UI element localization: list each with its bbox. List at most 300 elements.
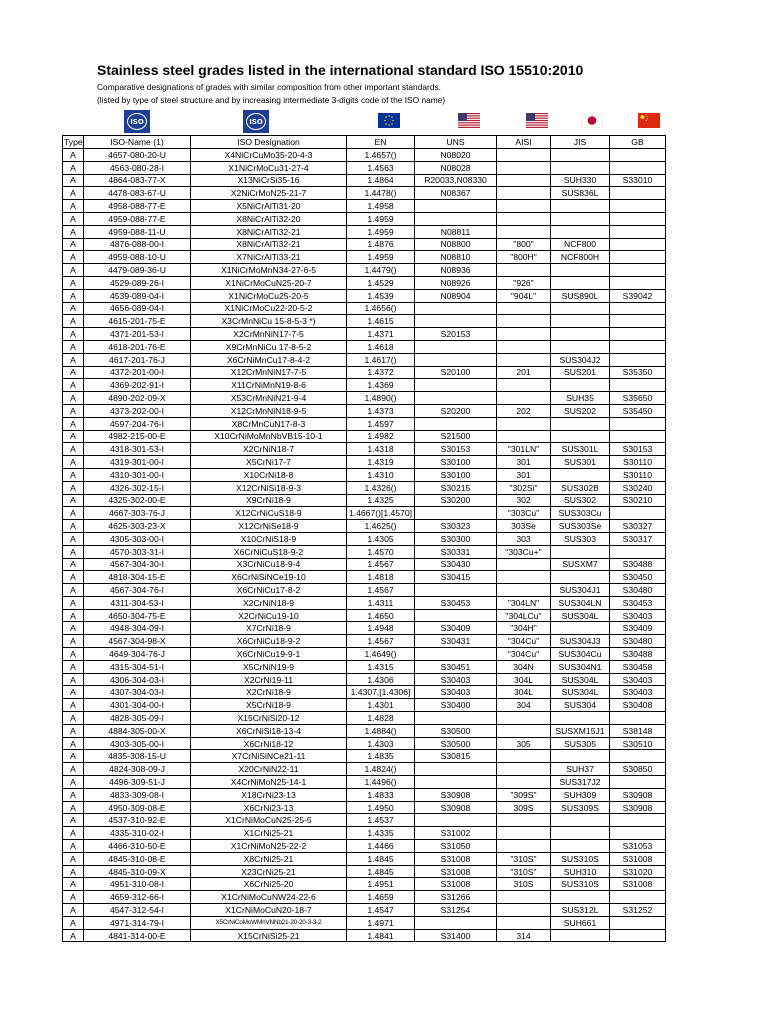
table-cell: SUS312L xyxy=(551,904,610,917)
table-cell xyxy=(497,430,551,443)
table-cell: S31008 xyxy=(610,878,666,891)
table-row xyxy=(63,289,666,302)
table-cell: 1.4841 xyxy=(347,929,415,942)
table-cell: A xyxy=(63,315,84,328)
table-cell xyxy=(497,916,551,929)
table-cell: S30415 xyxy=(415,571,497,584)
table-cell: SUH330 xyxy=(551,174,610,187)
table-cell: S30400 xyxy=(415,699,497,712)
table-cell: A xyxy=(63,174,84,187)
table-cell xyxy=(497,584,551,597)
table-cell: 4303-305-00-I xyxy=(84,737,191,750)
table-cell: 4529-089-26-I xyxy=(84,276,191,289)
table-cell: 1.4539 xyxy=(347,289,415,302)
table-cell: 1.4466 xyxy=(347,840,415,853)
table-cell xyxy=(610,264,666,277)
column-header: ISO Designation xyxy=(191,136,347,149)
table-cell xyxy=(415,200,497,213)
table-cell: S30403 xyxy=(610,686,666,699)
table-cell: S31053 xyxy=(610,840,666,853)
table-cell: 4570-303-31-I xyxy=(84,545,191,558)
table-row xyxy=(63,904,666,917)
table-cell: X5CrNi18-9 xyxy=(191,699,347,712)
table-row xyxy=(63,251,666,264)
table-cell: 1.4567 xyxy=(347,635,415,648)
table-cell: 1.4325 xyxy=(347,494,415,507)
table-cell xyxy=(497,149,551,162)
table-cell: X23CrNi25-21 xyxy=(191,865,347,878)
table-cell: 4824-308-09-J xyxy=(84,763,191,776)
table-cell: 1.4547 xyxy=(347,904,415,917)
table-cell: A xyxy=(63,366,84,379)
table-cell xyxy=(551,328,610,341)
table-cell: X15CrNiSi20-12 xyxy=(191,712,347,725)
table-cell xyxy=(497,302,551,315)
table-cell: A xyxy=(63,379,84,392)
table-cell: 304L xyxy=(497,686,551,699)
table-cell: SUS303Cu xyxy=(551,507,610,520)
table-cell: A xyxy=(63,852,84,865)
table-cell: N08810 xyxy=(415,251,497,264)
table-cell: S30210 xyxy=(610,494,666,507)
table-cell xyxy=(497,225,551,238)
table-cell xyxy=(497,264,551,277)
table-cell: 1.4315 xyxy=(347,660,415,673)
table-cell: 4959-088-77-E xyxy=(84,212,191,225)
table-cell: 4818-304-15-E xyxy=(84,571,191,584)
table-cell: 4950-309-08-E xyxy=(84,801,191,814)
table-cell: 4864-083-77-X xyxy=(84,174,191,187)
table-cell: S31020 xyxy=(610,865,666,878)
table-cell: A xyxy=(63,532,84,545)
table-cell: A xyxy=(63,929,84,942)
table-cell: 4845-310-08-E xyxy=(84,852,191,865)
table-cell: X12CrMnNiN17-7-5 xyxy=(191,366,347,379)
table-cell xyxy=(610,225,666,238)
table-cell: S30850 xyxy=(610,763,666,776)
table-cell: SUS310S xyxy=(551,852,610,865)
table-cell: 202 xyxy=(497,404,551,417)
table-cell: X7CrNi18-9 xyxy=(191,622,347,635)
table-cell xyxy=(551,750,610,763)
table-cell: A xyxy=(63,699,84,712)
table-cell xyxy=(415,379,497,392)
table-cell: A xyxy=(63,417,84,430)
table-cell: 1.4597 xyxy=(347,417,415,430)
table-cell: S30110 xyxy=(610,456,666,469)
table-cell: 4835-308-15-U xyxy=(84,750,191,763)
table-cell: 4319-301-00-I xyxy=(84,456,191,469)
table-cell: A xyxy=(63,712,84,725)
table-cell xyxy=(415,609,497,622)
table-cell xyxy=(415,417,497,430)
table-cell xyxy=(610,430,666,443)
table-cell: X13NiCrSi35-16 xyxy=(191,174,347,187)
table-cell: 4372-201-00-I xyxy=(84,366,191,379)
table-cell: SUSXM7 xyxy=(551,558,610,571)
table-cell: SUS304N1 xyxy=(551,660,610,673)
table-row xyxy=(63,584,666,597)
table-cell: A xyxy=(63,161,84,174)
table-cell: 4301-304-00-I xyxy=(84,699,191,712)
table-cell: 4373-202-00-I xyxy=(84,404,191,417)
table-cell: 4369-202-91-I xyxy=(84,379,191,392)
table-cell: 4948-304-09-I xyxy=(84,622,191,635)
table-cell: X2CrNiN18-9 xyxy=(191,596,347,609)
table-cell: 4539-089-04-I xyxy=(84,289,191,302)
table-cell: 4667-303-76-J xyxy=(84,507,191,520)
table-cell: 4958-088-77-E xyxy=(84,200,191,213)
table-cell: "800H" xyxy=(497,251,551,264)
table-cell: S30480 xyxy=(610,584,666,597)
table-row xyxy=(63,456,666,469)
table-cell: S35350 xyxy=(610,366,666,379)
table-row xyxy=(63,520,666,533)
table-cell: X11CrNiMnN19-8-6 xyxy=(191,379,347,392)
table-cell xyxy=(610,149,666,162)
table-cell: S30488 xyxy=(610,648,666,661)
table-row xyxy=(63,712,666,725)
table-cell: 1.4372 xyxy=(347,366,415,379)
table-cell: A xyxy=(63,763,84,776)
japan-flag-icon xyxy=(581,113,603,128)
table-cell: X1CrNiMoN25-22-2 xyxy=(191,840,347,853)
table-cell: X8CrNi25-21 xyxy=(191,852,347,865)
table-cell: A xyxy=(63,916,84,929)
table-cell: X6CrNiSi18-13-4 xyxy=(191,724,347,737)
table-cell: A xyxy=(63,276,84,289)
table-cell: SUS304L xyxy=(551,673,610,686)
table-cell: S20100 xyxy=(415,366,497,379)
table-cell: SUS303Se xyxy=(551,520,610,533)
table-row xyxy=(63,468,666,481)
table-cell xyxy=(610,891,666,904)
table-row xyxy=(63,622,666,635)
table-cell: 1.4948 xyxy=(347,622,415,635)
table-cell: 4318-301-53-I xyxy=(84,443,191,456)
iso-logo-text: ISO xyxy=(127,113,147,130)
table-cell: X7NiCrAlTi33-21 xyxy=(191,251,347,264)
table-row xyxy=(63,763,666,776)
table-cell: S30815 xyxy=(415,750,497,763)
table-cell xyxy=(610,315,666,328)
table-cell: N08020 xyxy=(415,149,497,162)
table-cell xyxy=(497,712,551,725)
table-cell: 4659-312-66-I xyxy=(84,891,191,904)
table-cell: X2CrNi18-9 xyxy=(191,686,347,699)
table-cell xyxy=(415,763,497,776)
table-cell: S30327 xyxy=(610,520,666,533)
column-header: JIS xyxy=(551,136,610,149)
table-cell: X7CrNiSiNCe21-11 xyxy=(191,750,347,763)
table-row xyxy=(63,891,666,904)
table-cell: X1CrNi25-21 xyxy=(191,827,347,840)
table-cell: "904L" xyxy=(497,289,551,302)
table-cell xyxy=(551,545,610,558)
table-cell: "304H" xyxy=(497,622,551,635)
table-cell: 309S xyxy=(497,801,551,814)
table-cell: X9CrMnNiCu 17-8-5-2 xyxy=(191,340,347,353)
table-cell: 1.4479() xyxy=(347,264,415,277)
table-cell xyxy=(610,916,666,929)
table-cell: S30100 xyxy=(415,468,497,481)
table-cell xyxy=(497,763,551,776)
table-cell: A xyxy=(63,814,84,827)
table-row xyxy=(63,225,666,238)
table-cell: A xyxy=(63,776,84,789)
table-cell: 4371-201-53-I xyxy=(84,328,191,341)
table-cell: 4845-310-09-X xyxy=(84,865,191,878)
table-cell: 1.4478() xyxy=(347,187,415,200)
document-subtitle-1: Comparative designations of grades with similar composition from other important standards. xyxy=(97,82,441,92)
table-cell: S30240 xyxy=(610,481,666,494)
table-cell: 4833-309-08-I xyxy=(84,788,191,801)
table-cell: A xyxy=(63,673,84,686)
table-cell xyxy=(610,417,666,430)
table-cell: 1.4959 xyxy=(347,225,415,238)
table-cell: X6CrNiMnCu17-8-4-2 xyxy=(191,353,347,366)
table-cell: 1.4306 xyxy=(347,673,415,686)
column-header: UNS xyxy=(415,136,497,149)
table-cell: S20153 xyxy=(415,328,497,341)
table-cell: 1.4959 xyxy=(347,212,415,225)
iso-logo-text: ISO xyxy=(246,113,266,130)
table-cell xyxy=(551,827,610,840)
table-cell xyxy=(497,776,551,789)
table-cell: A xyxy=(63,494,84,507)
table-cell: A xyxy=(63,212,84,225)
table-cell: SUS301 xyxy=(551,456,610,469)
table-cell: A xyxy=(63,648,84,661)
table-cell: 1.4563 xyxy=(347,161,415,174)
table-cell xyxy=(497,558,551,571)
table-cell xyxy=(610,379,666,392)
table-cell: 1.4818 xyxy=(347,571,415,584)
table-row xyxy=(63,929,666,942)
table-cell: A xyxy=(63,571,84,584)
table-cell: 1.4659 xyxy=(347,891,415,904)
table-cell xyxy=(497,814,551,827)
table-cell: S30323 xyxy=(415,520,497,533)
table-cell: X6CrNi23-13 xyxy=(191,801,347,814)
china-flag-icon xyxy=(638,113,660,128)
table-row xyxy=(63,801,666,814)
document-title: Stainless steel grades listed in the international standard ISO 15510:2010 xyxy=(97,62,584,78)
table-cell: A xyxy=(63,353,84,366)
table-cell: A xyxy=(63,430,84,443)
table-cell: 4496-309-51-J xyxy=(84,776,191,789)
table-cell: S31050 xyxy=(415,840,497,853)
table-cell xyxy=(610,212,666,225)
table-cell: N08367 xyxy=(415,187,497,200)
table-cell: A xyxy=(63,801,84,814)
table-cell: 4315-304-51-I xyxy=(84,660,191,673)
table-row xyxy=(63,174,666,187)
table-cell xyxy=(497,827,551,840)
table-cell: S30110 xyxy=(610,468,666,481)
table-cell: 1.4373 xyxy=(347,404,415,417)
table-cell: A xyxy=(63,878,84,891)
table-cell xyxy=(610,200,666,213)
table-row xyxy=(63,878,666,891)
table-cell xyxy=(415,340,497,353)
table-cell: SUS304J2 xyxy=(551,353,610,366)
table-cell: S30408 xyxy=(610,699,666,712)
table-row xyxy=(63,315,666,328)
table-cell: SUS201 xyxy=(551,366,610,379)
table-cell: A xyxy=(63,187,84,200)
table-cell: S39042 xyxy=(610,289,666,302)
table-cell xyxy=(415,584,497,597)
table-cell: SUH37 xyxy=(551,763,610,776)
table-cell: 4310-301-00-I xyxy=(84,468,191,481)
table-cell: 1.4529 xyxy=(347,276,415,289)
table-cell xyxy=(610,328,666,341)
table-cell: 1.4958 xyxy=(347,200,415,213)
table-cell: X10CrNiS18-9 xyxy=(191,532,347,545)
table-cell: X8NiCrAlTi32-21 xyxy=(191,238,347,251)
table-cell: S31008 xyxy=(415,878,497,891)
table-cell: SUS304 xyxy=(551,699,610,712)
table-cell xyxy=(497,904,551,917)
table-cell xyxy=(497,750,551,763)
table-cell xyxy=(497,724,551,737)
table-cell: 1.4959 xyxy=(347,251,415,264)
table-cell: X6CrNi25-20 xyxy=(191,878,347,891)
table-cell xyxy=(610,507,666,520)
table-cell: S31008 xyxy=(415,865,497,878)
table-cell xyxy=(610,827,666,840)
table-cell: A xyxy=(63,840,84,853)
stainless-grades-table xyxy=(62,135,666,942)
iso-logo-icon xyxy=(124,110,150,133)
table-cell xyxy=(610,929,666,942)
table-cell: S35650 xyxy=(610,392,666,405)
table-cell: 1.4890() xyxy=(347,392,415,405)
table-row xyxy=(63,161,666,174)
table-cell: A xyxy=(63,520,84,533)
table-cell: X1NiCrMoCu31-27-4 xyxy=(191,161,347,174)
table-cell: 4563-080-28-I xyxy=(84,161,191,174)
table-cell: S31252 xyxy=(610,904,666,917)
table-row xyxy=(63,724,666,737)
table-cell: A xyxy=(63,891,84,904)
table-cell xyxy=(415,353,497,366)
table-cell xyxy=(415,315,497,328)
table-cell: 4959-088-11-U xyxy=(84,225,191,238)
table-cell: 303Se xyxy=(497,520,551,533)
table-cell: S31400 xyxy=(415,929,497,942)
table-row xyxy=(63,673,666,686)
table-cell xyxy=(551,149,610,162)
table-cell xyxy=(497,571,551,584)
table-cell xyxy=(610,251,666,264)
table-row xyxy=(63,366,666,379)
table-cell: X9CrNi18-9 xyxy=(191,494,347,507)
table-row xyxy=(63,737,666,750)
table-cell: A xyxy=(63,558,84,571)
table-cell: 1.4310 xyxy=(347,468,415,481)
table-cell: S30403 xyxy=(610,609,666,622)
table-cell: X20CrNiN22-11 xyxy=(191,763,347,776)
table-cell: 1.4950 xyxy=(347,801,415,814)
table-cell xyxy=(551,264,610,277)
table-cell: 1.4307,[1.4306] xyxy=(347,686,415,699)
table-row xyxy=(63,507,666,520)
table-row xyxy=(63,852,666,865)
table-cell xyxy=(415,392,497,405)
table-cell: 1.4311 xyxy=(347,596,415,609)
table-cell: X12CrNiCuS18-9 xyxy=(191,507,347,520)
table-cell xyxy=(551,200,610,213)
table-cell xyxy=(497,328,551,341)
table-cell: A xyxy=(63,328,84,341)
table-cell: X6CrNiCu19-9-1 xyxy=(191,648,347,661)
table-cell xyxy=(497,174,551,187)
table-cell: S35450 xyxy=(610,404,666,417)
table-cell: 4597-204-76-I xyxy=(84,417,191,430)
table-cell: 4479-089-36-U xyxy=(84,264,191,277)
table-cell: "926" xyxy=(497,276,551,289)
table-cell: 1.4618 xyxy=(347,340,415,353)
table-cell: S30908 xyxy=(415,788,497,801)
table-cell xyxy=(497,187,551,200)
table-cell xyxy=(551,340,610,353)
table-cell: SUS836L xyxy=(551,187,610,200)
table-cell xyxy=(497,417,551,430)
table-cell: 301 xyxy=(497,456,551,469)
table-cell: X6CrNiCu17-8-2 xyxy=(191,584,347,597)
table-cell: 4567-304-76-I xyxy=(84,584,191,597)
table-cell xyxy=(610,276,666,289)
table-cell xyxy=(610,161,666,174)
table-cell: A xyxy=(63,238,84,251)
table-cell: 4625-303-23-X xyxy=(84,520,191,533)
table-cell: SUS304J1 xyxy=(551,584,610,597)
table-cell: 4537-310-92-E xyxy=(84,814,191,827)
column-header: EN xyxy=(347,136,415,149)
table-cell: 1.4371 xyxy=(347,328,415,341)
table-row xyxy=(63,776,666,789)
table-cell: 4335-310-02-I xyxy=(84,827,191,840)
table-cell: 1.4650 xyxy=(347,609,415,622)
table-cell: 304L xyxy=(497,673,551,686)
table-cell: A xyxy=(63,609,84,622)
table-cell: N08926 xyxy=(415,276,497,289)
table-cell: 1.4864 xyxy=(347,174,415,187)
table-cell: "302Si" xyxy=(497,481,551,494)
table-cell: 4828-305-09-I xyxy=(84,712,191,725)
table-cell: 1.4537 xyxy=(347,814,415,827)
table-cell: SUS309S xyxy=(551,801,610,814)
table-row xyxy=(63,609,666,622)
table-cell: X12CrNiSe18-9 xyxy=(191,520,347,533)
table-cell xyxy=(610,814,666,827)
table-cell: 4306-304-03-I xyxy=(84,673,191,686)
table-cell: X1CrNiMoCuNW24-22-6 xyxy=(191,891,347,904)
table-cell: S31008 xyxy=(415,852,497,865)
table-cell xyxy=(497,840,551,853)
table-cell: X2NiCrMoN25-21-7 xyxy=(191,187,347,200)
table-cell xyxy=(497,379,551,392)
table-cell xyxy=(497,200,551,213)
table-cell: S31008 xyxy=(610,852,666,865)
table-cell xyxy=(551,276,610,289)
table-cell: NCF800 xyxy=(551,238,610,251)
table-cell: 1.4567 xyxy=(347,584,415,597)
table-cell xyxy=(551,302,610,315)
table-row xyxy=(63,814,666,827)
